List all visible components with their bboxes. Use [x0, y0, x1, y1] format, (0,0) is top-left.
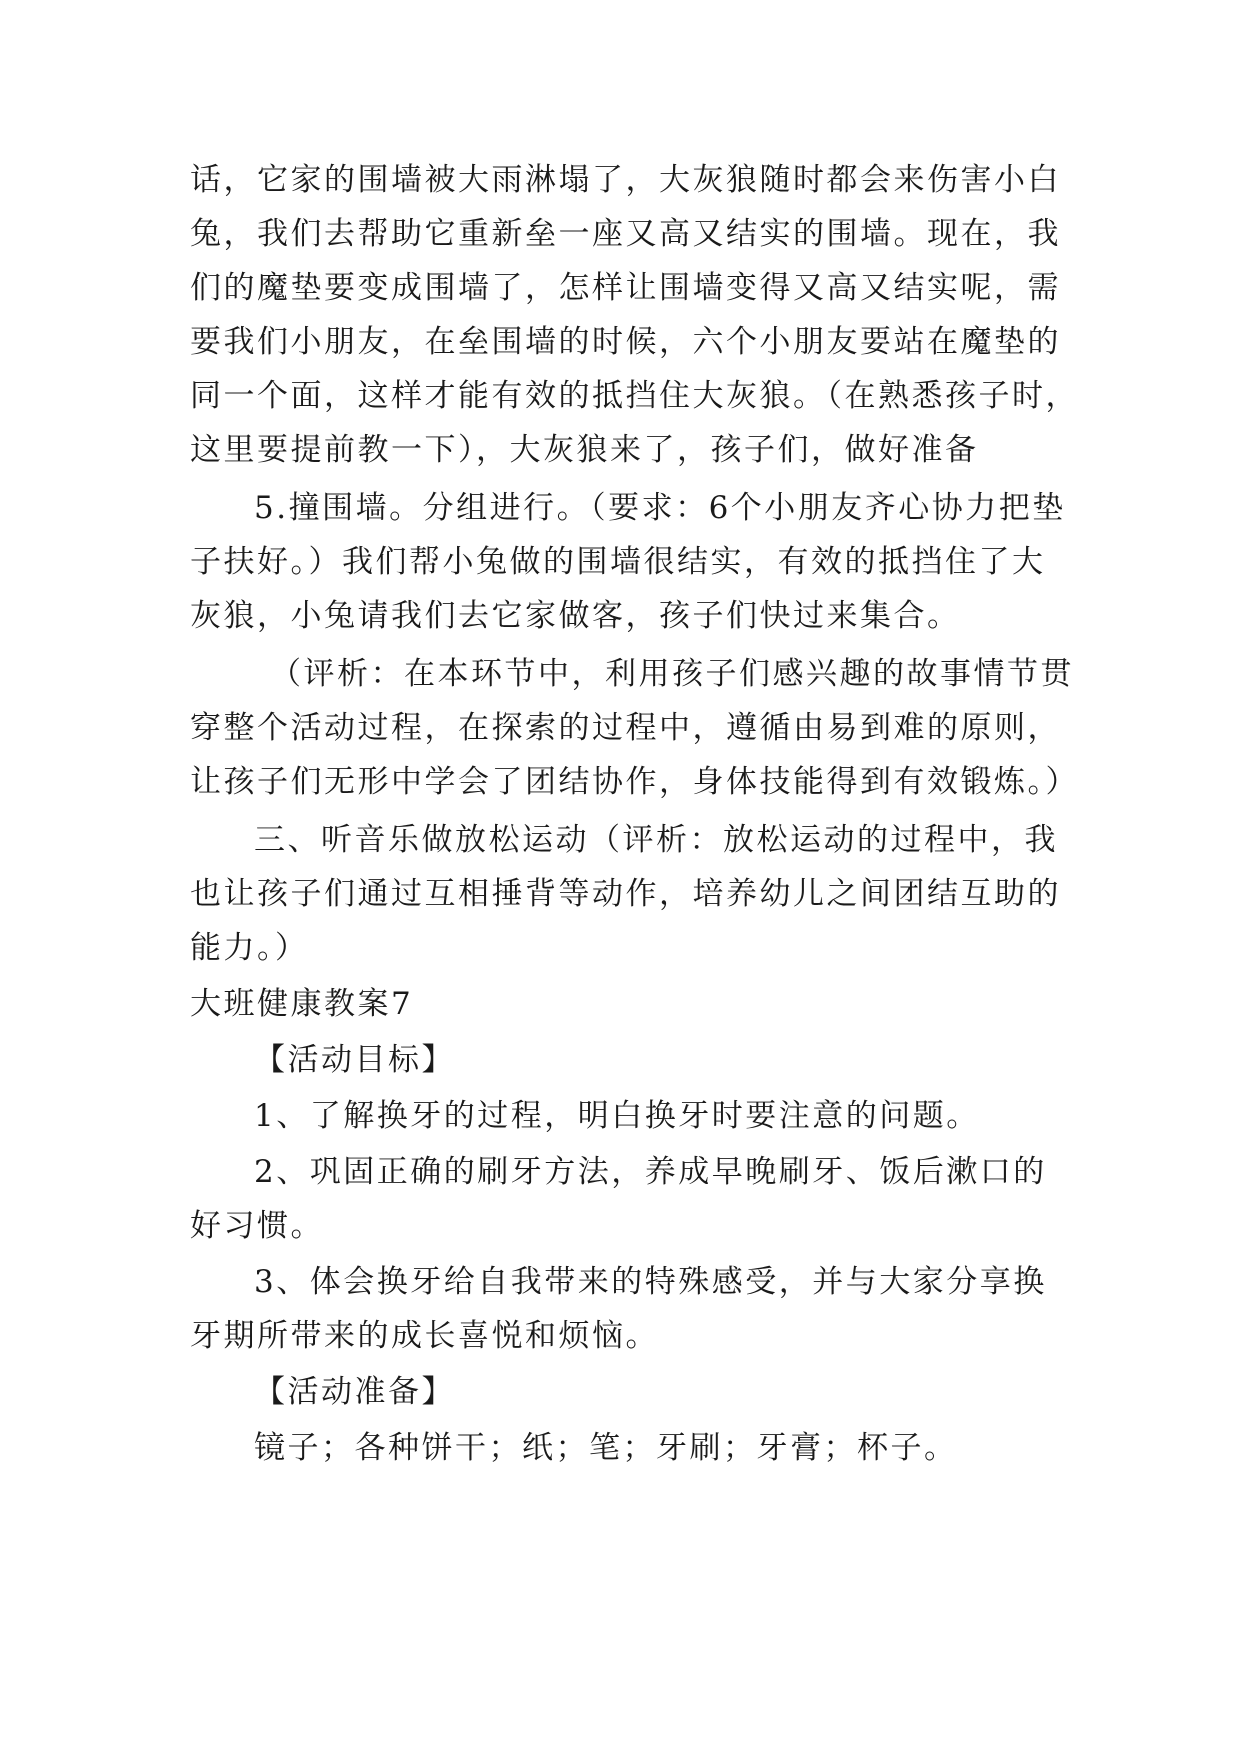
- text-line: 5.撞围墙。分组进行。（要求：6个小朋友齐心协力把垫: [254, 490, 1066, 526]
- text-line: 们的魔垫要变成围墙了，怎样让围墙变得又高又结实呢，需: [190, 270, 1061, 306]
- goal-item: 2、巩固正确的刷牙方法，养成早晚刷牙、饭后漱口的: [254, 1154, 1047, 1190]
- section-title: 大班健康教案7: [190, 986, 414, 1022]
- prep-heading: 【活动准备】: [254, 1374, 455, 1410]
- goal-item: 1、了解换牙的过程，明白换牙时要注意的问题。: [254, 1098, 980, 1134]
- text-line: 同一个面，这样才能有效的抵挡住大灰狼。（在熟悉孩子时，: [190, 378, 1079, 414]
- text-line: 牙期所带来的成长喜悦和烦恼。: [190, 1318, 659, 1354]
- text-line: 让孩子们无形中学会了团结协作，身体技能得到有效锻炼。）: [190, 764, 1079, 800]
- text-line: 好习惯。: [190, 1208, 324, 1244]
- goal-item: 3、体会换牙给自我带来的特殊感受，并与大家分享换: [254, 1264, 1047, 1300]
- text-line: 子扶好。）我们帮小兔做的围墙很结实，有效的抵挡住了大: [190, 544, 1046, 580]
- text-line: 能力。）: [190, 930, 309, 966]
- text-line: 穿整个活动过程，在探索的过程中，遵循由易到难的原则，: [190, 710, 1061, 746]
- text-line: 话，它家的围墙被大雨淋塌了，大灰狼随时都会来伤害小白: [190, 162, 1061, 198]
- goals-heading: 【活动目标】: [254, 1042, 455, 1078]
- text-line: 兔，我们去帮助它重新垒一座又高又结实的围墙。现在，我: [190, 216, 1061, 252]
- text-line: （评析：在本环节中，利用孩子们感兴趣的故事情节贯: [270, 656, 1074, 692]
- text-line: 要我们小朋友，在垒围墙的时候，六个小朋友要站在魔垫的: [190, 324, 1061, 360]
- text-line: 三、听音乐做放松运动（评析：放松运动的过程中，我: [254, 822, 1058, 858]
- text-line: 这里要提前教一下），大灰狼来了，孩子们，做好准备: [190, 432, 979, 468]
- text-line: 灰狼，小兔请我们去它家做客，孩子们快过来集合。: [190, 598, 961, 634]
- text-line: 也让孩子们通过互相捶背等动作，培养幼儿之间团结互助的: [190, 876, 1061, 912]
- prep-text: 镜子；各种饼干；纸；笔；牙刷；牙膏；杯子。: [254, 1430, 958, 1466]
